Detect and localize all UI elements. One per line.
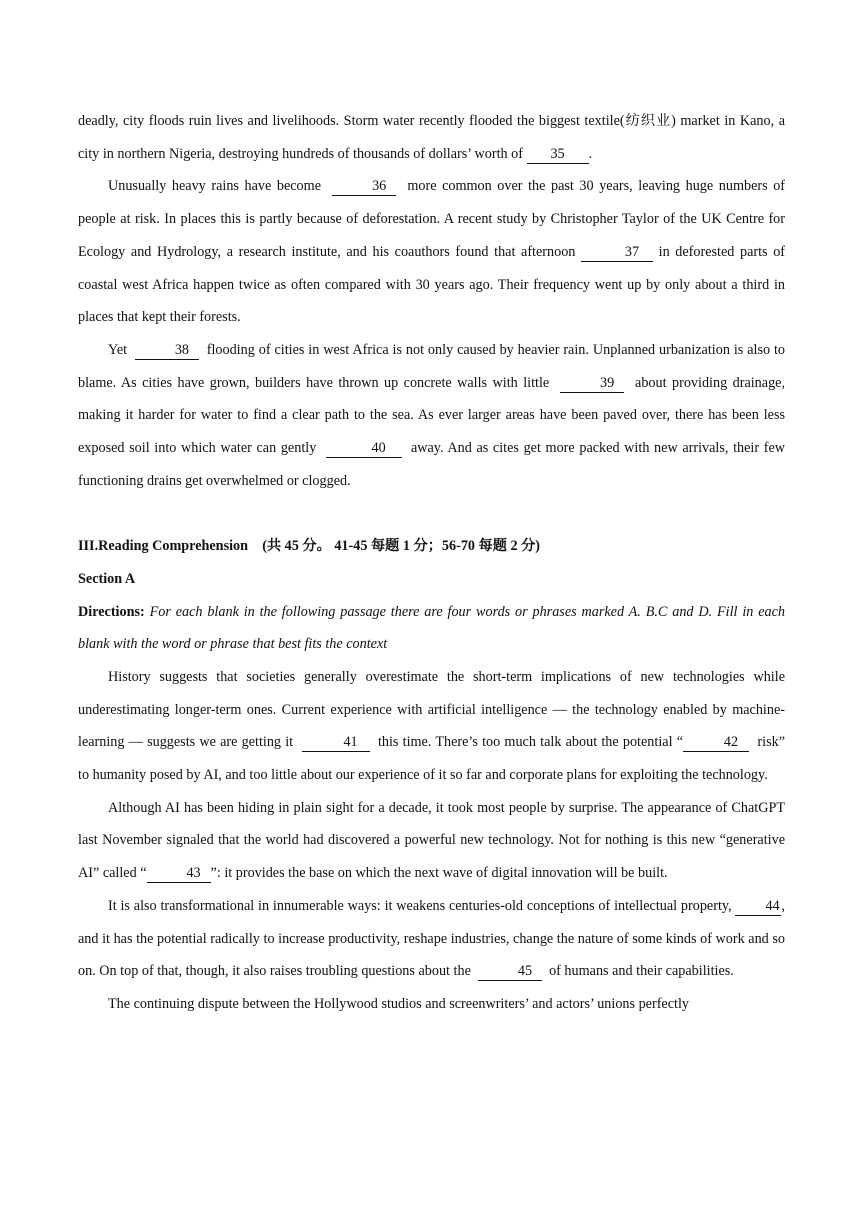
directions-label: Directions: [78, 603, 145, 620]
blank-42[interactable]: 42 [683, 733, 749, 752]
paragraph-7 [78, 988, 785, 1021]
blank-44[interactable]: 44 [735, 897, 781, 916]
paragraph-text: risk” to humanity posed by AI, and too little about our experience of it so far and corporate plans for exploiting the technology. [78, 734, 786, 784]
section-title: III.Reading Comprehension (共 45 分。 41-45 每题 1 分；56-70 每题 2 分) [78, 538, 541, 555]
paragraph-3 [78, 334, 785, 498]
paragraph-text: away. And as cites get more packed with new arrivals, their few functioning drains get overwhelmed or clogged. [78, 440, 786, 489]
paragraph-2 [78, 170, 785, 334]
paragraph-text: flooding of cities in west Africa is not only caused by heavier rain. Unplanned urbanization is also to blame. As cities have grown, builders have thrown up concrete walls with little [78, 341, 786, 391]
paragraph-text: Unusually heavy rains have become [108, 178, 321, 195]
paragraph-text: of humans and their capabilities. [549, 963, 734, 980]
paragraph-text: about providing drainage, making it harder for water to find a clear path to the sea. As ever larger areas have been paved over, there has been less exposed soil into which water can gently [78, 374, 786, 457]
paragraph-4 [78, 661, 785, 792]
blank-35[interactable]: 35 [527, 145, 589, 164]
blank-38[interactable]: 38 [135, 341, 199, 360]
blank-43[interactable]: 43 [147, 864, 211, 883]
paragraph-text: this time. There’s too much talk about the potential “ [377, 734, 684, 751]
paragraph-6 [78, 890, 785, 988]
paragraph-text: Although AI has been hiding in plain sight for a decade, it took most people by surprise. The appearance of ChatGPT last November signaled that the world had discovered a powerful new technology. Not for nothing is this new “generative AI” called “ [78, 799, 785, 882]
blank-41[interactable]: 41 [302, 733, 370, 752]
blank-36[interactable]: 36 [332, 177, 396, 196]
paragraph-5 [78, 792, 785, 890]
blank-39[interactable]: 39 [560, 374, 624, 393]
blank-40[interactable]: 40 [326, 439, 402, 458]
paragraph-text: . [588, 145, 593, 162]
blank-45[interactable]: 45 [478, 962, 542, 981]
spacer [78, 497, 785, 530]
paragraph-text: in deforested parts of coastal west Africa happen twice as often compared with 30 years ago. Their frequency went up by only about a third in places that kept their forests. [78, 243, 786, 326]
paragraph-text: Yet [108, 341, 128, 358]
blank-37[interactable]: 37 [581, 243, 653, 262]
paragraph-text: more common over the past 30 years, leaving huge numbers of people at risk. In places this is partly because of deforestation. A recent study by Christopher Taylor of the UK Centre for Ecology and Hydrology, a research institute, and his coauthors found that afternoon [78, 178, 786, 260]
paragraph-text: deadly, city floods ruin lives and livelihoods. Storm water recently flooded the biggest textile(纺织业) market in Kano, a city in northern Nigeria, destroying hundreds of thousands of dollars’ worth of [78, 113, 785, 162]
paragraph-text: History suggests that societies generally overestimate the short-term implications of new technologies while underestimating longer-term ones. Current experience with artificial intelligence — the technology enabled by machine-learning — suggests we are getting it [78, 668, 785, 751]
paragraph-text: ”: it provides the base on which the next wave of digital innovation will be built. [210, 865, 668, 882]
directions-text: For each blank in the following passage there are four words or phrases marked A. B.C and D. Fill in each blank with the word or phrase that best fits the context [78, 603, 786, 653]
directions [78, 596, 785, 661]
section-a-heading: Section A [78, 570, 136, 587]
paragraph-text: , and it has the potential radically to increase productivity, reshape industries, change the nature of some kinds of work and so on. On top of that, though, it also raises troubling questions about the [78, 897, 785, 980]
paragraph-text: It is also transformational in innumerable ways: it weakens centuries-old conceptions of intellectual property, [108, 897, 732, 914]
paragraph-text: The continuing dispute between the Hollywood studios and screenwriters’ and actors’ unions perfectly [108, 995, 689, 1012]
document-page [78, 105, 785, 1021]
paragraph-1 [78, 105, 785, 170]
